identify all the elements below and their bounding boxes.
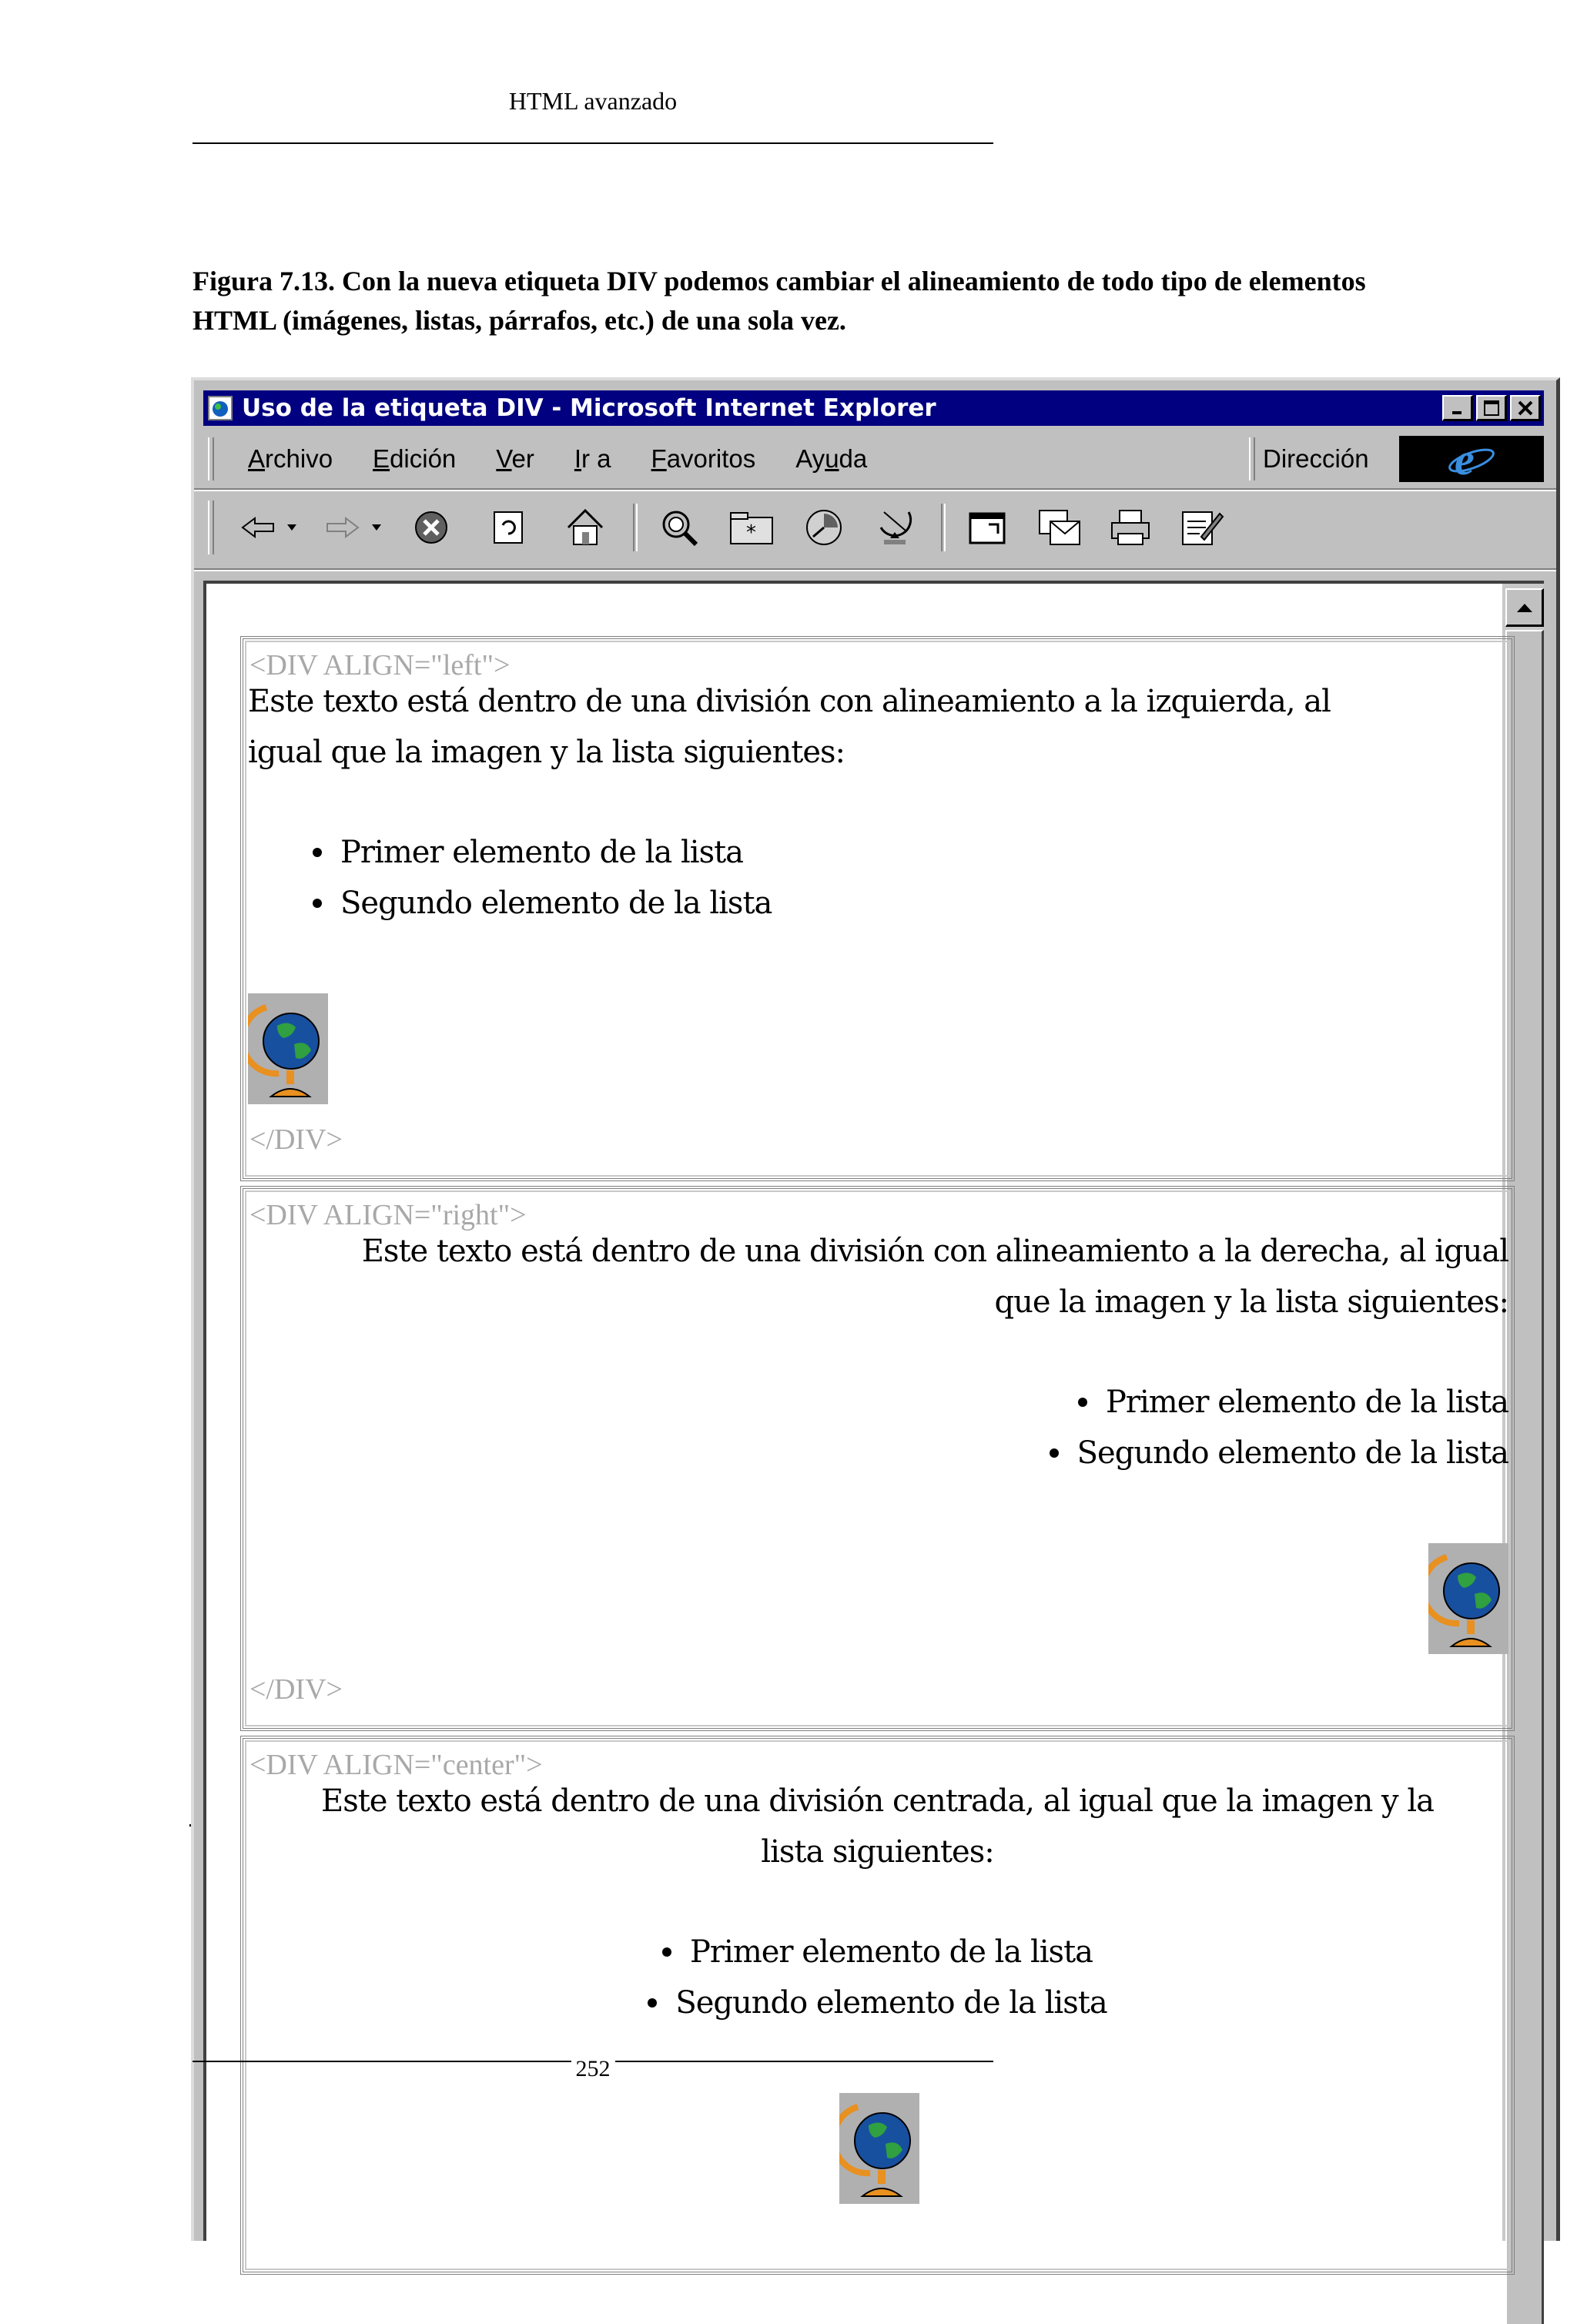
globe-icon <box>839 2093 919 2204</box>
title-bar[interactable] <box>203 390 1544 426</box>
menu-favoritos[interactable]: Favoritos <box>651 444 756 473</box>
bullet-icon <box>648 1998 657 2008</box>
fullscreen-icon[interactable] <box>959 502 1015 553</box>
bullet-icon <box>313 899 322 908</box>
toolbar-grip[interactable] <box>208 501 214 554</box>
maximize-icon[interactable] <box>1476 395 1507 421</box>
list-item <box>313 878 772 929</box>
forward-icon[interactable] <box>319 502 396 553</box>
toolbar-separator <box>194 488 1556 491</box>
close-tag: </DIV> <box>249 1673 343 1706</box>
svg-text:e: e <box>1455 437 1475 481</box>
div-align-left <box>240 636 1515 1181</box>
bullet-icon <box>1050 1448 1059 1458</box>
paragraph-line: lista siguientes: <box>761 1834 994 1870</box>
print-icon[interactable] <box>1103 502 1158 553</box>
address-label[interactable]: Dirección <box>1263 444 1369 473</box>
page-header: HTML avanzado <box>508 87 678 115</box>
ie-window <box>191 377 1560 2241</box>
div-align-center <box>240 1736 1515 2275</box>
paragraph-line: igual que la imagen y la lista siguientes: <box>248 735 845 770</box>
mail-icon[interactable] <box>1032 502 1087 553</box>
viewport-separator <box>194 568 1556 571</box>
list-item-text: Segundo elemento de la lista <box>1076 1435 1508 1471</box>
channels-icon[interactable] <box>867 502 922 553</box>
refresh-icon[interactable] <box>480 502 536 553</box>
open-tag: <DIV ALIGN="left"> <box>249 649 511 681</box>
menu-ver[interactable]: Ver <box>496 444 534 473</box>
header-rule <box>193 142 993 144</box>
menu-edicion[interactable]: Edición <box>373 444 457 473</box>
minimize-icon[interactable] <box>1442 395 1473 421</box>
list-item <box>1050 1377 1508 1428</box>
page-number-text: 252 <box>571 2056 615 2081</box>
bullet-icon <box>313 848 322 857</box>
open-tag: <DIV ALIGN="right"> <box>249 1199 527 1231</box>
paragraph-line: Este texto está dentro de una división con alineamiento a la izquierda, al <box>248 684 1331 719</box>
toolbar-divider <box>941 504 946 551</box>
bullet-list <box>1050 1377 1508 1478</box>
home-icon[interactable] <box>557 502 613 553</box>
bullet-icon <box>662 1947 671 1957</box>
list-item-text: Primer elemento de la lista <box>1105 1385 1508 1420</box>
div-align-right <box>240 1186 1515 1731</box>
edit-icon[interactable] <box>1174 502 1229 553</box>
menu-archivo[interactable]: Archivo <box>248 444 333 473</box>
close-tag: </DIV> <box>249 1123 343 1156</box>
open-tag: <DIV ALIGN="center"> <box>249 1749 543 1781</box>
svg-text:*: * <box>746 521 756 544</box>
menu-grip[interactable] <box>208 437 214 481</box>
list-item-text: Primer elemento de la lista <box>340 835 744 870</box>
list-item <box>313 827 772 878</box>
globe-icon <box>1428 1543 1508 1654</box>
ie-page-icon <box>208 396 233 420</box>
window-title: Uso de la etiqueta DIV - Microsoft Internet Explorer <box>242 394 936 422</box>
list-item <box>1050 1428 1508 1478</box>
address-grip[interactable] <box>1249 437 1255 481</box>
scroll-up-icon[interactable] <box>1505 588 1544 627</box>
figure-caption: Figura 7.13. Con la nueva etiqueta DIV podemos cambiar el alineamiento de todo tipo de elementos HTML (imágenes, listas, párrafos, etc.) de una sola vez. <box>193 266 1366 336</box>
paragraph-line: Este texto está dentro de una división con alineamiento a la derecha, al igual <box>361 1234 1508 1269</box>
toolbar <box>203 493 1544 562</box>
list-item-text: Segundo elemento de la lista <box>675 1985 1107 2021</box>
paragraph-line: que la imagen y la lista siguientes: <box>994 1284 1508 1320</box>
toolbar-divider <box>633 504 638 551</box>
globe-icon <box>248 993 328 1104</box>
menu-bar <box>203 433 1544 485</box>
ie-logo-icon <box>1399 436 1544 482</box>
menu-ayuda[interactable]: Ayuda <box>795 444 868 473</box>
list-item <box>243 1977 1512 2028</box>
menu-ir-a[interactable]: Ir a <box>574 444 611 473</box>
search-icon[interactable] <box>651 502 707 553</box>
stop-icon[interactable] <box>403 502 459 553</box>
page-number <box>193 2056 993 2082</box>
close-icon[interactable] <box>1510 395 1541 421</box>
bullet-list <box>313 827 772 929</box>
paragraph-line: Este texto está dentro de una división centrada, al igual que la imagen y la <box>321 1783 1434 1819</box>
list-item-text: Primer elemento de la lista <box>689 1934 1093 1970</box>
page-viewport <box>203 581 1544 2241</box>
history-icon[interactable] <box>796 502 852 553</box>
back-icon[interactable] <box>234 502 311 553</box>
favorites-icon[interactable] <box>724 502 779 553</box>
bullet-icon <box>1078 1398 1087 1407</box>
list-item <box>243 1927 1512 1977</box>
bullet-list <box>243 1927 1512 2028</box>
list-item-text: Segundo elemento de la lista <box>340 886 772 921</box>
